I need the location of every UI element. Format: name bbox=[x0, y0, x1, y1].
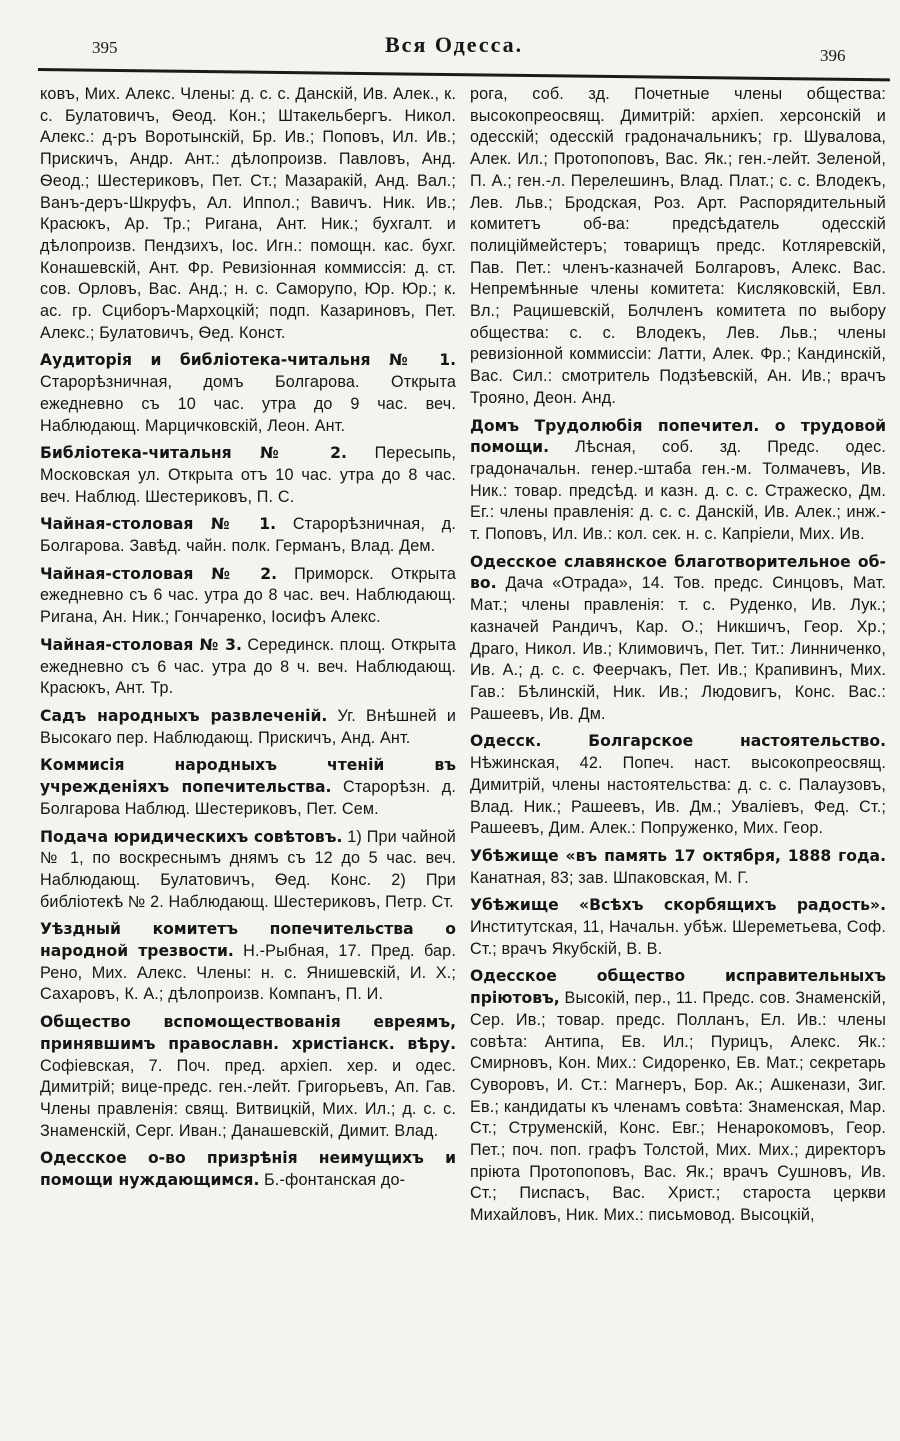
entry-heading: Одесское славянское благотворительное об-во. bbox=[470, 552, 886, 593]
entry-text: Н.-Рыбная, 17. Пред. бар. Рено, Мих. Алекс. Члены: н. с. Янишевскій, И. Х.; Сахаровъ, К. А.; дѣлопроизв. Компанъ, П. И. bbox=[40, 942, 456, 1004]
entry-heading: Аудиторія и библіотека-читальня № 1. bbox=[40, 351, 456, 370]
running-title: Вся Одесса. bbox=[385, 32, 524, 57]
entry-text: ковъ, Мих. Алекс. Члены: д. с. с. Данскій, Ив. Алек., к. с. Булатовичъ, Ѳеод. Кон.; Штакельбергъ. Никол. Алекс.: д-ръ Воротынскій, Бр. Ив.; Поповъ, Ил. Ив.; Прискичъ, Андр. Ант.: дѣлопроизв. Павловъ, Анд. Ѳеод.; Шестериковъ, Пет. Ст.; Мазаракій, Анд. Вал.; Ванъ-деръ-Шкруфъ, Ал. Иппол.; Вавичъ. Ник. Ив.; Красюкъ, Ар. Тр.; Ригана, Ант. Ник.; бухгалт. и дѣлопроизв. Пендзихъ, Іос. Игн.: помощн. кас. бухг. Конашевскій, Ант. Фр. Ревизіонная коммиссія: д. ст. сов. Орловъ, Вас. Анд.; н. с. Саморупо, Юр. Юр.; к. ас. гр. Сциборъ-Мархоцкій; подп. Казариновъ, Пет. Алекс.; Булатовичъ, Ѳед. Конст. bbox=[40, 85, 456, 342]
right-column bbox=[470, 84, 886, 1434]
entry-heading: Чайная-столовая № 3. bbox=[40, 635, 242, 654]
entry-text: Канатная, 83; зав. Шпаковская, М. Г. bbox=[470, 868, 749, 887]
entry-text: рога, соб. зд. Почетные члены общества: высокопреосвящ. Димитрій: архіеп. херсонскій и одесскій; одесскій градоначальникъ; гр. Шувалова, Алек. Ил.; Протопоповъ, Вас. Як.; ген.-лейт. Зеленой, П. А.; ген.-л. Перелешинъ, Влад. Плат.; с. с. Влодекъ, Лев. Льв.; Бродская, Роз. Арт. Распорядительный комитетъ об-ва: предсѣдатель одесскій полиціймейстеръ; товарищъ предс. Котляревскій, Пав. Пет.: членъ-казначей Болгаровъ, Алекс. Вас. Непремѣнные члены комитета: Кисляковскій, Евл. Вл.; Рацишевскій, Болчленъ комитета по выбору общества: с. с. Влодекъ, Лев. Льв.; члены ревизіонной коммиссіи: Латти, Алек. Фр.; Кандинскій, Вас. Сил.: смотритель Подзѣевскій, Ан. Ив.; врачъ Трояно, Деон. Анд. bbox=[470, 85, 886, 407]
directory-entry bbox=[40, 84, 456, 344]
entry-heading: Одесское о-во призрѣнія неимущихъ и помощи нуждающимся. bbox=[40, 1149, 456, 1190]
entry-text: Пересыпь, Московская ул. Открыта отъ 10 час. утра до 8 час. веч. Наблюд. Шестериковъ, П. С. bbox=[40, 444, 456, 506]
entry-text: Уг. Внѣшней и Высокаго пер. Наблюдающ. Прискичъ, Анд. Ант. bbox=[40, 706, 456, 747]
directory-entry bbox=[470, 552, 886, 726]
entry-heading: Библіотека-читальня № 2. bbox=[40, 444, 347, 463]
directory-entry bbox=[40, 350, 456, 437]
directory-entry bbox=[40, 514, 456, 557]
entry-heading: Одесск. Болгарское настоятельство. bbox=[470, 732, 886, 751]
directory-entry bbox=[40, 635, 456, 700]
entry-text: Приморск. Открыта ежедневно съ 6 час. утра до 8 час. веч. Наблюдающ. Ригана, Ан. Ник.; Гончаренко, Іосифъ Алекс. bbox=[40, 564, 456, 627]
directory-entry bbox=[470, 416, 886, 546]
entry-text: Старорѣзничная, д. Болгарова. Завѣд. чайн. полк. Германъ, Влад. Дем. bbox=[40, 515, 456, 556]
entry-text: 1) При чайной № 1, по воскреснымъ днямъ съ 12 до 5 час. веч. Наблюдающ. Булатовичъ, Ѳед. Конс. 2) При библіотекѣ № 2. Наблюдающ. Шестериковъ, Петр. Ст. bbox=[40, 827, 456, 911]
entry-text: Старорѣзничная, домъ Болгарова. Открыта ежедневно съ 10 час. утра до 9 час. веч. Наблюдающ. Марцичковскій, Леон. Ант. bbox=[40, 373, 456, 435]
entry-text: Старорѣзн. д. Болгарова Наблюд. Шестериковъ, Пет. Сем. bbox=[40, 778, 456, 818]
entry-heading: Уѣздный комитетъ попечительства о народной трезвости. bbox=[40, 920, 456, 961]
page-header bbox=[0, 0, 900, 70]
directory-entry bbox=[40, 1148, 456, 1191]
directory-entry bbox=[40, 564, 456, 629]
directory-entry bbox=[40, 827, 456, 914]
directory-entry bbox=[40, 755, 456, 820]
entry-text: Серединск. площ. Открыта ежедневно съ 6 час. утра до 8 ч. веч. Наблюдающ. Красюкъ, Ант. Тр. bbox=[40, 635, 456, 698]
entry-heading: Убѣжище «въ память 17 октября, 1888 года. bbox=[470, 846, 886, 865]
directory-entry bbox=[470, 84, 886, 410]
entry-heading: Чайная-столовая № 2. bbox=[40, 564, 278, 583]
entry-heading: Чайная-столовая № 1. bbox=[40, 515, 277, 534]
entry-text: Софіевская, 7. Поч. пред. архіеп. хер. и одес. Димитрій; вице-предс. ген.-лейт. Григорьевъ, Ап. Гав. Члены правленія: свящ. Витвицкій, Мих. Ил.; д. с. с. Знаменскій, Серг. Иван.; Данашевскій, Димит. Влад. bbox=[40, 1056, 456, 1140]
entry-text: Лѣсная, соб. зд. Предс. одес. градоначальн. генер.-штаба ген.-м. Толмачевъ, Ив. Ник.: товар. предсѣд. и казн. д. с. с. Стражеско, Дм. Ег.: члены правленія: д. с. с. Данскій, Ив. Алек.; инж.-т. Поповъ, Ил. Ив.: кол. сек. н. с. Капріели, Мих. Ив. bbox=[470, 438, 886, 544]
header-rule bbox=[38, 68, 890, 81]
entry-heading: Коммисія народныхъ чтеній въ учрежденіяхъ попечительства. bbox=[40, 756, 456, 797]
directory-entry bbox=[40, 1012, 456, 1142]
entry-text: Дача «Отрада», 14. Тов. предс. Синцовъ, Мат. Мат.; члены правленія: т. с. Руденко, Ив. Лук.; казначей Рандичъ, Кар. О.; Никшичъ, Геор. Хр.; Драго, Никол. Ив.; Климовичъ, Пет. Тит.: Линниченко, Ив. А.; д. с. с. Феерчакъ, Пет. Ив.; Крапивинъ, Мих. Гав.: Бѣлинскій, Ник. Ив.; Людовигъ, Конс. Вас.: Рашеевъ, Ив. Дм. bbox=[470, 574, 886, 723]
directory-entry bbox=[40, 706, 456, 749]
entry-heading: Подача юридическихъ совѣтовъ. bbox=[40, 827, 343, 846]
page-number-left: 395 bbox=[92, 38, 118, 57]
directory-entry bbox=[470, 895, 886, 960]
page-number-right: 396 bbox=[820, 46, 846, 65]
entry-heading: Убѣжище «Всѣхъ скорбящихъ радость». bbox=[470, 896, 886, 915]
entry-heading: Домъ Трудолюбія попечител. о трудовой помощи. bbox=[470, 416, 886, 457]
directory-entry bbox=[470, 731, 886, 840]
entry-text: Нѣжинская, 42. Попеч. наст. высокопреосвящ. Димитрій, члены настоятельства: д. с. с. Палаузовъ, Влад. Ник.; Рашеевъ, Ив. Дм.; Уваліевъ, Фед. Ст.; Рашеевъ, Дим. Алек.: Попруженко, Мих. Геор. bbox=[470, 754, 886, 838]
entry-heading: Одесское общество исправительныхъ пріютовъ, bbox=[470, 967, 886, 1008]
entry-text: Институтская, 11, Начальн. убѣж. Шереметьева, Соф. Ст.; врачъ Якубскій, В. В. bbox=[470, 918, 886, 958]
entry-text: Б.-фонтанская до- bbox=[264, 1171, 406, 1190]
entry-heading: Садъ народныхъ развлеченій. bbox=[40, 706, 328, 725]
directory-entry bbox=[40, 919, 456, 1006]
directory-entry bbox=[470, 846, 886, 889]
directory-entry bbox=[40, 443, 456, 508]
directory-entry bbox=[470, 966, 886, 1226]
left-column bbox=[40, 84, 456, 1434]
entry-heading: Общество вспомоществованія евреямъ, принявшимъ православн. христіанск. вѣру. bbox=[40, 1013, 456, 1053]
entry-text: Высокій, пер., 11. Предс. сов. Знаменскій, Сер. Ив.; товар. предс. Полланъ, Ел. Ив.: члены совѣта: Антипа, Ев. Ил.; Пурицъ, Алекс. Як.: Смирновъ, Кон. Мих.: Сидоренко, Ев. Мат.; секретарь Суворовъ, И. Ст.: Магнеръ, Бор. Ак.; Ашкенази, Зиг. Ев.; кандидаты къ членамъ совѣта: Знаменская, Мар. Ст.; Струменскій, Конс. Евг.; Ненарокомовъ, Геор. Пет.; поч. поп. графъ Толстой, Мих. Мих.; директоръ пріюта Протопоповъ, Вас. Як.; врачъ Сушновъ, Ив. Ст.; Писпасъ, Вас. Христ.; староста церкви Михайловъ, Ник. Мих.: письмовод. Высоцкій, bbox=[470, 989, 886, 1225]
